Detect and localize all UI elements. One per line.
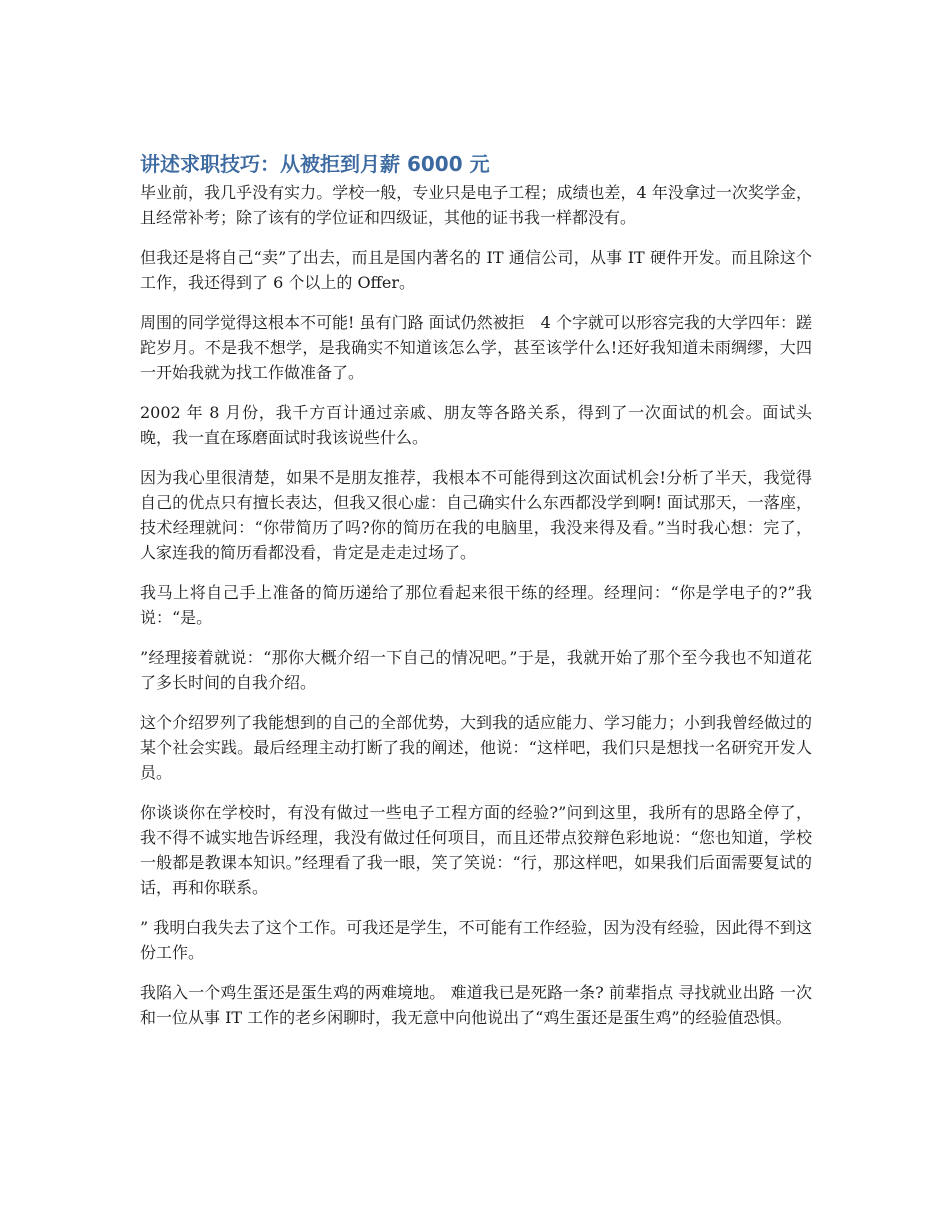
paragraph: ” 我明白我失去了这个工作。可我还是学生，不可能有工作经验，因为没有经验，因此得不到这份工作。 bbox=[140, 918, 812, 962]
paragraph: ”经理接着就说：“那你大概介绍一下自己的情况吧。”于是，我就开始了那个至今我也不知道花了多长时间的自我介绍。 bbox=[140, 648, 812, 692]
paragraph: 我陷入一个鸡生蛋还是蛋生鸡的两难境地。 难道我已是死路一条? 前辈指点 寻找就业出路 一次和一位从事 IT 工作的老乡闲聊时，我无意中向他说出了“鸡生蛋还是蛋生鸡”的经验值恐惧。 bbox=[140, 983, 812, 1027]
paragraph: 毕业前，我几乎没有实力。学校一般，专业只是电子工程；成绩也差，4 年没拿过一次奖学金，且经常补考；除了该有的学位证和四级证，其他的证书我一样都没有。 bbox=[140, 183, 812, 227]
paragraph: 周围的同学觉得这根本不可能! 虽有门路 面试仍然被拒 4 个字就可以形容完我的大学四年：蹉跎岁月。不是我不想学，是我确实不知道该怎么学，甚至该学什么!还好我知道未雨绸缪，大四一开始我就为找工作做准备了。 bbox=[140, 313, 812, 382]
document-page bbox=[140, 150, 812, 1045]
paragraph: 我马上将自己手上准备的简历递给了那位看起来很干练的经理。经理问：“你是学电子的?”我说：“是。 bbox=[140, 583, 812, 627]
paragraph: 这个介绍罗列了我能想到的自己的全部优势，大到我的适应能力、学习能力；小到我曾经做过的某个社会实践。最后经理主动打断了我的阐述，他说：“这样吧，我们只是想找一名研究开发人员。 bbox=[140, 713, 813, 782]
paragraph: 你谈谈你在学校时，有没有做过一些电子工程方面的经验?”问到这里，我所有的思路全停了，我不得不诚实地告诉经理，我没有做过任何项目，而且还带点狡辩色彩地说：“您也知道，学校一般都是教课本知识。”经理看了我一眼，笑了笑说：“行，那这样吧，如果我们后面需要复试的话，再和你联系。 bbox=[140, 803, 812, 897]
paragraph: 因为我心里很清楚，如果不是朋友推荐，我根本不可能得到这次面试机会!分析了半天，我觉得自己的优点只有擅长表达，但我又很心虚：自己确实什么东西都没学到啊! 面试那天，一落座，技术经理就问：“你带简历了吗?你的简历在我的电脑里，我没来得及看。”当时我心想：完了，人家连我的简历看都没看，肯定是走走过场了。 bbox=[140, 468, 812, 562]
document-title: 讲述求职技巧：从被拒到月薪 6000 元 bbox=[140, 152, 490, 176]
paragraph: 但我还是将自己“卖”了出去，而且是国内著名的 IT 通信公司，从事 IT 硬件开发。而且除这个工作，我还得到了 6 个以上的 Offer。 bbox=[140, 248, 812, 292]
paragraph: 2002 年 8 月份，我千方百计通过亲戚、朋友等各路关系，得到了一次面试的机会。面试头晚，我一直在琢磨面试时我该说些什么。 bbox=[140, 403, 812, 447]
